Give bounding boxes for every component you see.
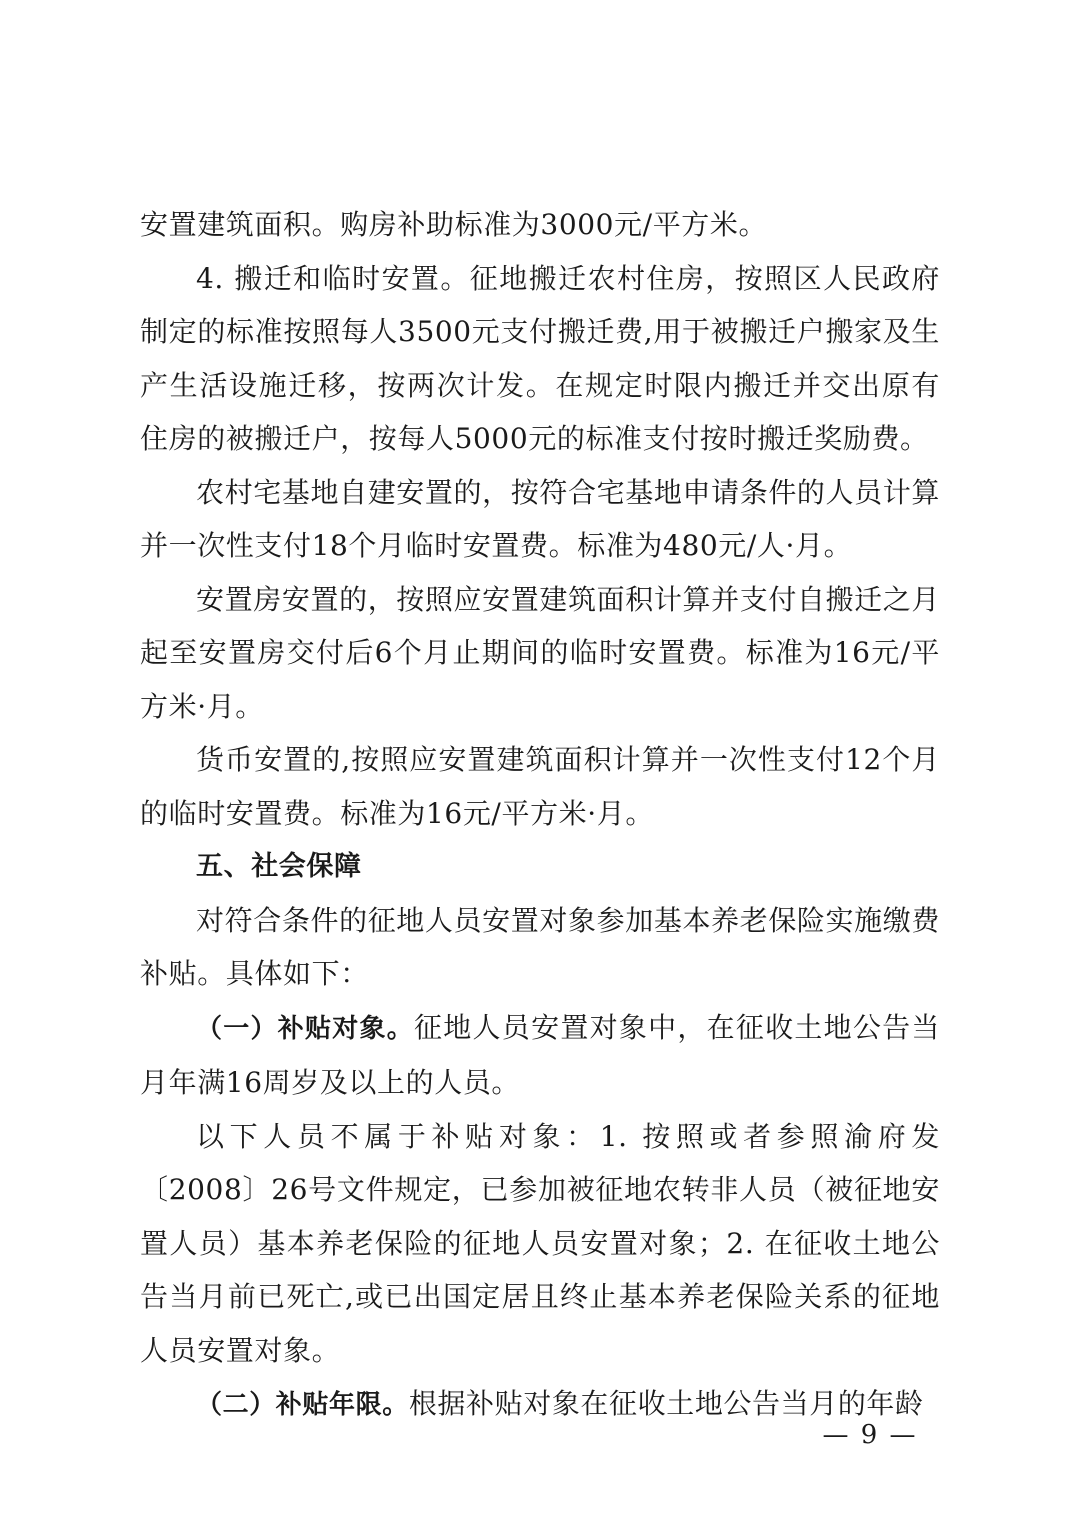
paragraph-pension-subsidy: 对符合条件的征地人员安置对象参加基本养老保险实施缴费补贴。具体如下：	[140, 903, 940, 990]
subsection-text-years: 根据补贴对象在征收土地公告当月的年龄	[408, 1387, 924, 1420]
document-body	[140, 198, 940, 1433]
paragraph-homestead-resettlement: 农村宅基地自建安置的，按符合宅基地申请条件的人员计算并一次性支付18个月临时安置费。标准为480元/人·月。	[140, 475, 940, 562]
paragraph-monetary-resettlement: 货币安置的,按照应安置建筑面积计算并一次性支付12个月的临时安置费。标准为16元/平方米·月。	[140, 743, 940, 830]
page-number: — 9 —	[822, 1420, 918, 1450]
subsection-text-targets: 征地人员安置对象中，在征收土地公告当月年满16周岁及以上的人员。	[140, 1010, 940, 1099]
paragraph-relocation: 4. 搬迁和临时安置。征地搬迁农村住房，按照区人民政府制定的标准按照每人3500元支付搬迁费,用于被搬迁户搬家及生产生活设施迁移，按两次计发。在规定时限内搬迁并交出原有住房的被搬迁户，按每人5000元的标准支付按时搬迁奖励费。	[140, 261, 940, 455]
subsection-lead-years: （二）补贴年限。	[196, 1390, 409, 1420]
paragraph-exclusions: 以下人员不属于补贴对象：1. 按照或者参照渝府发〔2008〕26号文件规定，已参加被征地农转非人员（被征地安置人员）基本养老保险的征地人员安置对象；2. 在征收土地公告当月前已死亡,或已出国定居且终止基本养老保险关系的征地人员安置对象。	[140, 1119, 940, 1367]
section-heading-social-security: 五、社会保障	[196, 851, 362, 882]
paragraph-purchase-subsidy: 安置建筑面积。购房补助标准为3000元/平方米。	[140, 208, 768, 241]
paragraph-housing-resettlement: 安置房安置的，按照应安置建筑面积计算并支付自搬迁之月起至安置房交付后6个月止期间的临时安置费。标准为16元/平方米·月。	[140, 582, 940, 723]
subsection-lead-targets: （一）补贴对象。	[196, 1013, 415, 1044]
subsection-subsidy-targets	[140, 1001, 940, 1110]
